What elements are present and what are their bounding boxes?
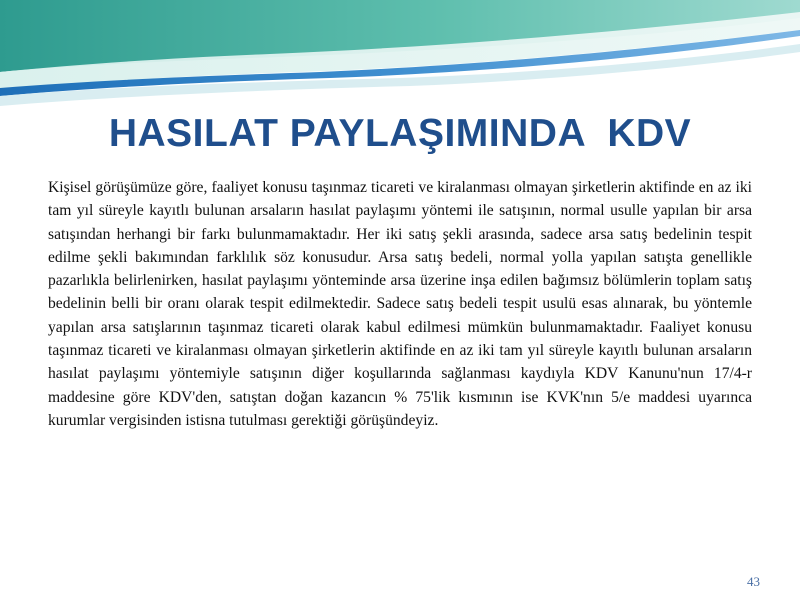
slide-body-text: Kişisel görüşümüze göre, faaliyet konusu taşınmaz ticareti ve kiralanması olmayan şirketlerin aktifinde en az iki tam yıl süreyle kayıtlı bulunan arsaların hasılat paylaşımı yöntemi ile satışının, normal usulle yapılan bir arsa satışından herhangi bir farkı bulunmamaktadır. Her iki satış şekli arasında, sadece arsa satış bedelinin tespit edilme şekli bakımından farklılık söz konusudur. Arsa satış bedeli, normal yolla yapılan satışta genellikle pazarlıkla belirlenirken, hasılat paylaşımı yönteminde arsa üzerine inşa edilen bağımsız bölümlerin toplam satış bedelinin belli bir oranı olarak tespit edilmektedir. Sadece satış bedeli tespit usulü esas alınarak, bu yöntemle yapılan arsa satışlarının taşınmaz ticareti olarak kabul edilmesi mümkün bulunmamaktadır. Faaliyet konusu taşınmaz ticareti ve kiralanması olmayan şirketlerin aktifinde en az iki tam yıl süreyle kayıtlı bulunan arsaların hasılat paylaşımı yöntemiyle satışının diğer koşullarında sağlanması kaydıyla KDV Kanunu'nun 17/4-r maddesine göre KDV'den, satıştan doğan kazancın % 75'lik kısmının ise KVK'nın 5/e maddesi uyarınca kurumlar vergisinden istisna tutulması gerektiği görüşündeyiz. — [48, 179, 752, 429]
decorative-wave-header — [0, 0, 800, 110]
page-number: 43 — [747, 574, 760, 589]
slide-title: HASILAT PAYLAŞIMINDA KDV — [108, 112, 692, 155]
